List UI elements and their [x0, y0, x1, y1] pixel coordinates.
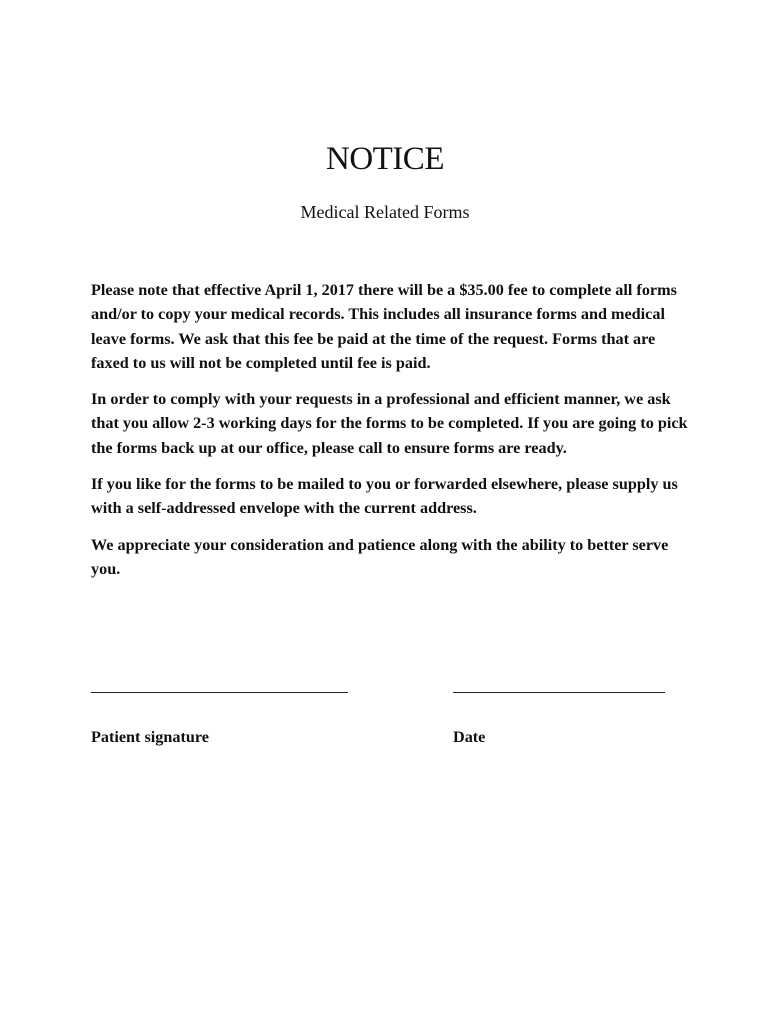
- date-signature-line[interactable]: [453, 692, 665, 693]
- notice-body: [91, 278, 691, 593]
- patient-signature-line[interactable]: [91, 692, 348, 693]
- page-subtitle: Medical Related Forms: [300, 202, 470, 222]
- paragraph-fee-notice: Please note that effective April 1, 2017 there will be a $35.00 fee to complete all forms and/or to copy your medical records. This includes all insurance forms and medical leave forms. We ask that this fee be paid at the time of the request. Forms that are faxed to us will not be completed until fee is paid.: [91, 281, 677, 372]
- paragraph-working-days: In order to comply with your requests in a professional and efficient manner, we ask that you allow 2-3 working days for the forms to be completed. If you are going to pick the forms back up at our office, please call to ensure forms are ready.: [91, 390, 688, 457]
- page-title: NOTICE: [326, 141, 444, 177]
- patient-signature-label: Patient signature: [91, 728, 209, 746]
- date-label: Date: [453, 728, 486, 746]
- paragraph-appreciation: We appreciate your consideration and patience along with the ability to better serve you.: [91, 535, 669, 578]
- paragraph-mailing: If you like for the forms to be mailed to you or forwarded elsewhere, please supply us with a self-addressed envelope with the current address.: [91, 475, 678, 518]
